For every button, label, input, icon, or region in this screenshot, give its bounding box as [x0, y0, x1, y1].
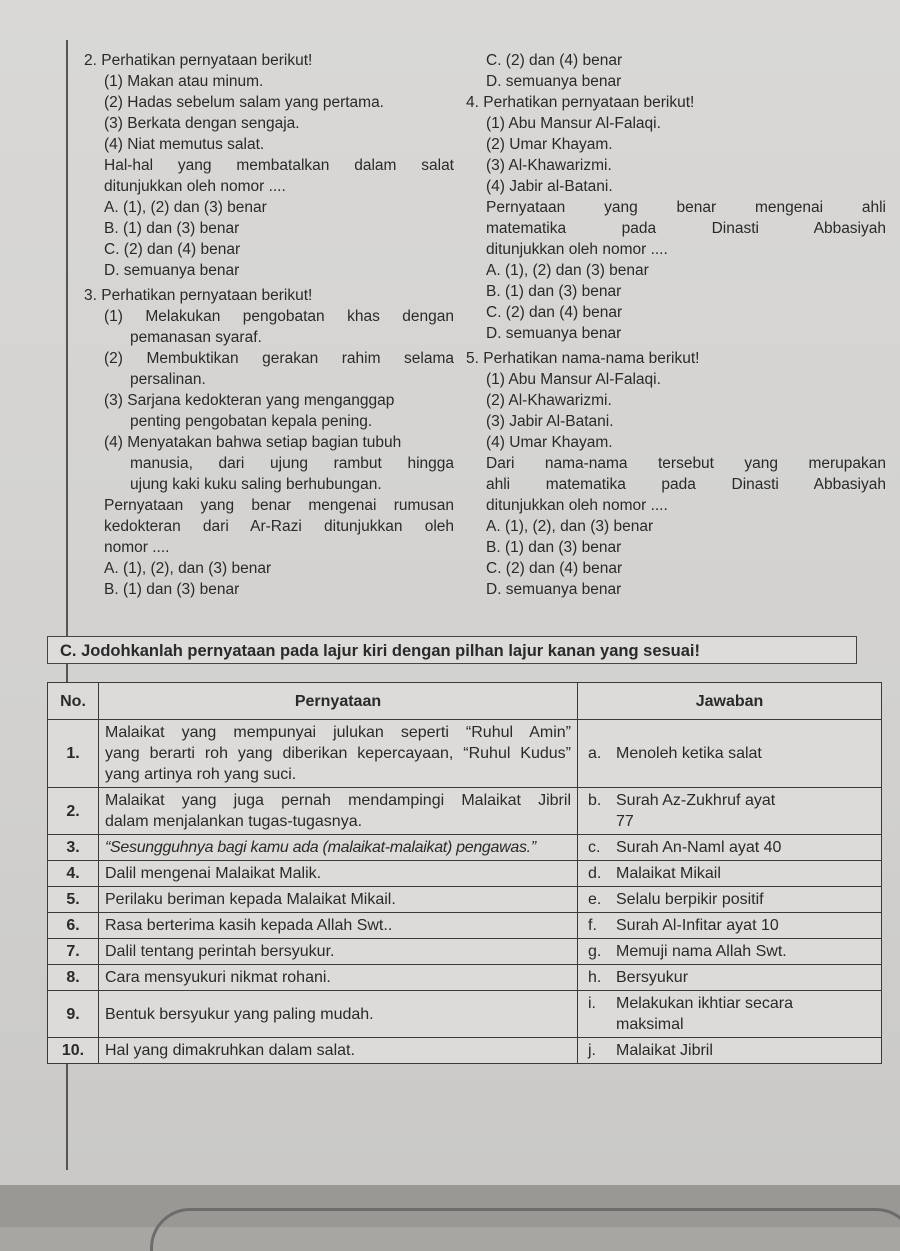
q5-item-4: (4) Umar Khayam.	[486, 434, 613, 451]
answer-line: Surah Az-Zukhruf ayat	[616, 792, 776, 809]
matching-table	[47, 682, 882, 1064]
answer-line: Bersyukur	[616, 969, 689, 986]
answer-line: Selalu berpikir positif	[616, 891, 764, 908]
q3-stem-3: nomor ....	[104, 539, 170, 556]
row-answer	[578, 1038, 882, 1064]
q3-item-4a: (4) Menyatakan bahwa setiap bagian tubuh	[104, 434, 402, 451]
row-answer	[578, 991, 882, 1038]
q3-title: 3. Perhatikan pernyataan berikut!	[84, 287, 313, 304]
table-header-row	[48, 683, 882, 720]
answer-letter: f.	[588, 917, 597, 934]
q2-item-1: (1) Makan atau minum.	[104, 73, 264, 90]
row-number: 6.	[48, 913, 99, 939]
q5-stem-1: Dari nama-nama tersebut yang merupakan	[486, 455, 886, 472]
q4-option-d: D. semuanya benar	[486, 325, 622, 342]
row-answer	[578, 939, 882, 965]
statement-line: Hal yang dimakruhkan dalam salat.	[105, 1042, 355, 1059]
answer-line: maksimal	[616, 1016, 684, 1033]
q4-item-4: (4) Jabir al-Batani.	[486, 178, 613, 195]
q3-item-2b: persalinan.	[130, 371, 206, 388]
header-no: No.	[48, 683, 99, 720]
row-statement	[99, 861, 578, 887]
row-statement	[99, 913, 578, 939]
q3-option-d: D. semuanya benar	[486, 73, 622, 90]
q3-stem-1: Pernyataan yang benar mengenai rumusan	[104, 497, 454, 514]
answer-letter: g.	[588, 943, 602, 960]
answer-line: Malaikat Mikail	[616, 865, 721, 882]
row-statement	[99, 939, 578, 965]
q5-item-3: (3) Jabir Al-Batani.	[486, 413, 614, 430]
answer-letter: d.	[588, 865, 602, 882]
right-column	[466, 50, 886, 600]
statement-line: yang artinya roh yang suci.	[105, 766, 297, 783]
q2-item-3: (3) Berkata dengan sengaja.	[104, 115, 300, 132]
row-answer	[578, 835, 882, 861]
row-answer	[578, 788, 882, 835]
table-row	[48, 965, 882, 991]
q3-item-1a: (1) Melakukan pengobatan khas dengan	[104, 308, 454, 325]
answer-letter: a.	[588, 745, 602, 762]
answer-line: Malaikat Jibril	[616, 1042, 713, 1059]
answer-letter: e.	[588, 891, 602, 908]
q3-option-a: A. (1), (2), dan (3) benar	[104, 560, 272, 577]
table-row	[48, 835, 882, 861]
q4-stem-1: Pernyataan yang benar mengenai ahli	[486, 199, 886, 216]
q2-item-2: (2) Hadas sebelum salam yang pertama.	[104, 94, 384, 111]
q2-option-b: B. (1) dan (3) benar	[104, 220, 240, 237]
q3-item-1b: pemanasan syaraf.	[130, 329, 262, 346]
q4-item-1: (1) Abu Mansur Al-Falaqi.	[486, 115, 661, 132]
header-answer: Jawaban	[578, 683, 882, 720]
table-row	[48, 887, 882, 913]
statement-line: yang berarti roh yang diberikan kepercayaan, “Ruhul Kudus”	[105, 745, 571, 762]
q4-option-c: C. (2) dan (4) benar	[486, 304, 623, 321]
answer-letter: h.	[588, 969, 602, 986]
statement-line: Dalil tentang perintah bersyukur.	[105, 943, 335, 960]
q2-title: 2. Perhatikan pernyataan berikut!	[84, 52, 313, 69]
q3-item-4b: manusia, dari ujung rambut hingga	[130, 455, 454, 472]
statement-line: Cara mensyukuri nikmat rohani.	[105, 969, 331, 986]
q4-option-b: B. (1) dan (3) benar	[486, 283, 622, 300]
row-answer	[578, 720, 882, 788]
q4-item-2: (2) Umar Khayam.	[486, 136, 613, 153]
answer-line: 77	[616, 813, 634, 830]
left-column	[84, 50, 454, 600]
q5-option-a: A. (1), (2), dan (3) benar	[486, 518, 654, 535]
q5-stem-2: ahli matematika pada Dinasti Abbasiyah	[486, 476, 886, 493]
table-row	[48, 913, 882, 939]
answer-letter: b.	[588, 792, 602, 809]
q5-item-1: (1) Abu Mansur Al-Falaqi.	[486, 371, 661, 388]
answer-letter: i.	[588, 995, 596, 1012]
statement-line: Malaikat yang mempunyai julukan seperti “Ruhul Amin”	[105, 724, 571, 741]
statement-line: Malaikat yang juga pernah mendampingi Malaikat Jibril	[105, 792, 571, 809]
table-row	[48, 1038, 882, 1064]
statement-line: Perilaku beriman kepada Malaikat Mikail.	[105, 891, 396, 908]
row-statement	[99, 1038, 578, 1064]
row-number: 2.	[48, 788, 99, 835]
row-number: 1.	[48, 720, 99, 788]
row-number: 7.	[48, 939, 99, 965]
table-row	[48, 861, 882, 887]
row-answer	[578, 861, 882, 887]
row-statement	[99, 788, 578, 835]
q4-title: 4. Perhatikan pernyataan berikut!	[466, 94, 695, 111]
q2-stem-1: Hal-hal yang membatalkan dalam salat	[104, 157, 454, 174]
table-row	[48, 991, 882, 1038]
statement-line: Rasa berterima kasih kepada Allah Swt..	[105, 917, 393, 934]
bottom-binding	[150, 1208, 900, 1251]
row-number: 5.	[48, 887, 99, 913]
header-statement: Pernyataan	[99, 683, 578, 720]
answer-line: Menoleh ketika salat	[616, 745, 762, 762]
q4-item-3: (3) Al-Khawarizmi.	[486, 157, 612, 174]
table-row	[48, 720, 882, 788]
answer-letter: j.	[588, 1042, 596, 1059]
statement-line: Dalil mengenai Malaikat Malik.	[105, 865, 322, 882]
q3-item-4c: ujung kaki kuku saling berhubungan.	[130, 476, 382, 493]
row-statement	[99, 991, 578, 1038]
row-number: 10.	[48, 1038, 99, 1064]
answer-line: Melakukan ikhtiar secara	[616, 995, 793, 1012]
statement-line: dalam menjalankan tugas-tugasnya.	[105, 813, 363, 830]
row-statement	[99, 720, 578, 788]
answer-line: Surah Al-Infitar ayat 10	[616, 917, 779, 934]
row-answer	[578, 913, 882, 939]
row-number: 3.	[48, 835, 99, 861]
q3-item-2a: (2) Membuktikan gerakan rahim selama	[104, 350, 454, 367]
q5-stem-3: ditunjukkan oleh nomor ....	[486, 497, 668, 514]
row-answer	[578, 887, 882, 913]
row-statement	[99, 887, 578, 913]
q2-option-d: D. semuanya benar	[104, 262, 240, 279]
row-answer	[578, 965, 882, 991]
table-row	[48, 939, 882, 965]
section-c-heading: C. Jodohkanlah pernyataan pada lajur kiri dengan pilhan lajur kanan yang sesuai!	[47, 636, 857, 664]
q4-option-a: A. (1), (2) dan (3) benar	[486, 262, 649, 279]
statement-line: Bentuk bersyukur yang paling mudah.	[105, 1005, 374, 1023]
q3-item-3b: penting pengobatan kepala pening.	[130, 413, 373, 430]
q3-stem-2: kedokteran dari Ar-Razi ditunjukkan oleh	[104, 518, 454, 535]
q2-stem-2: ditunjukkan oleh nomor ....	[104, 178, 286, 195]
row-statement	[99, 835, 578, 861]
q3-option-b: B. (1) dan (3) benar	[104, 581, 240, 598]
answer-letter: c.	[588, 839, 601, 856]
q3-item-3a: (3) Sarjana kedokteran yang menganggap	[104, 392, 395, 409]
q2-option-c: C. (2) dan (4) benar	[104, 241, 241, 258]
row-number: 4.	[48, 861, 99, 887]
q4-stem-2: matematika pada Dinasti Abbasiyah	[486, 220, 886, 237]
q5-title: 5. Perhatikan nama-nama berikut!	[466, 350, 700, 367]
q3-option-c: C. (2) dan (4) benar	[486, 52, 623, 69]
q2-option-a: A. (1), (2) dan (3) benar	[104, 199, 267, 216]
answer-line: Memuji nama Allah Swt.	[616, 943, 787, 960]
table-row	[48, 788, 882, 835]
q5-item-2: (2) Al-Khawarizmi.	[486, 392, 612, 409]
q2-item-4: (4) Niat memutus salat.	[104, 136, 265, 153]
q5-option-d: D. semuanya benar	[486, 581, 622, 598]
row-number: 8.	[48, 965, 99, 991]
q5-option-c: C. (2) dan (4) benar	[486, 560, 623, 577]
statement-line: “Sesungguhnya bagi kamu ada (malaikat-malaikat) pengawas.”	[105, 839, 536, 856]
answer-line: Surah An-Naml ayat 40	[616, 839, 782, 856]
row-number: 9.	[48, 991, 99, 1038]
q4-stem-3: ditunjukkan oleh nomor ....	[486, 241, 668, 258]
row-statement	[99, 965, 578, 991]
q5-option-b: B. (1) dan (3) benar	[486, 539, 622, 556]
